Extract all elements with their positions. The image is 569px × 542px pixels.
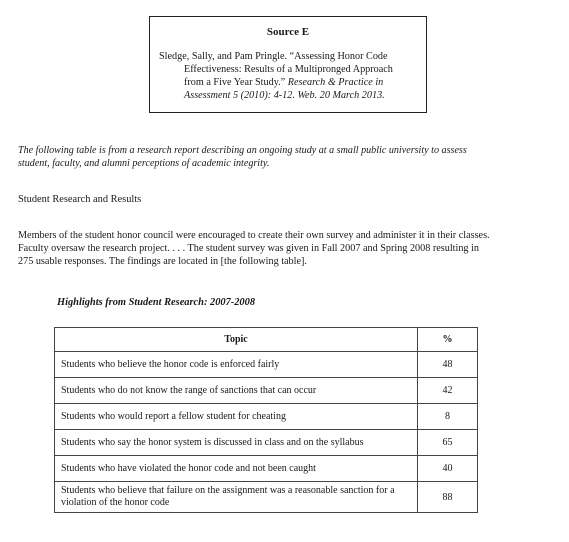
source-citation-box [149, 16, 427, 113]
percent-column-header: % [417, 328, 477, 352]
percent-cell: 65 [417, 430, 477, 456]
percent-cell: 42 [417, 378, 477, 404]
journal-title: Research & Practice in [287, 77, 384, 88]
topic-cell: Students who have violated the honor code and not been caught [55, 456, 418, 482]
table-row [55, 456, 478, 482]
table-row [55, 482, 478, 513]
citation-line: Sledge, Sally, and Pam Pringle. “Assessing Honor Code [159, 51, 388, 62]
intro-text [18, 144, 467, 170]
table-header-row [55, 328, 478, 352]
citation-line [159, 76, 425, 89]
table-caption: Highlights from Student Research: 2007-2008 [57, 297, 256, 308]
percent-cell: 40 [417, 456, 477, 482]
paragraph-line: Members of the student honor council were encouraged to create their own survey and administer it in their classes. [18, 230, 490, 241]
paragraph-line: 275 usable responses. The findings are located in [the following table]. [18, 256, 307, 267]
topic-cell: Students who believe that failure on the assignment was a reasonable sanction for a violation of the honor code [55, 482, 418, 513]
topic-cell: Students who say the honor system is discussed in class and on the syllabus [55, 430, 418, 456]
results-table [54, 327, 478, 513]
percent-cell: 48 [417, 352, 477, 378]
percent-cell: 88 [417, 482, 477, 513]
citation-text [159, 50, 425, 102]
table-row [55, 378, 478, 404]
table-row [55, 430, 478, 456]
citation-line [159, 89, 425, 102]
intro-line: The following table is from a research report describing an ongoing study at a small public university to assess [18, 145, 467, 156]
topic-cell: Students who believe the honor code is enforced fairly [55, 352, 418, 378]
citation-line-text: from a Five Year Study.” [184, 77, 288, 88]
intro-line: student, faculty, and alumni perceptions of academic integrity. [18, 158, 270, 169]
body-paragraph [18, 229, 490, 268]
topic-cell: Students who do not know the range of sanctions that can occur [55, 378, 418, 404]
topic-cell: Students who would report a fellow student for cheating [55, 404, 418, 430]
table-row [55, 404, 478, 430]
table-row [55, 352, 478, 378]
topic-column-header: Topic [55, 328, 418, 352]
citation-line-italic: Assessment 5 (2010): 4-12. Web. 20 March 2013. [184, 90, 385, 101]
paragraph-line: Faculty oversaw the research project. . . . The student survey was given in Fall 2007 and Spring 2008 resulting in [18, 243, 479, 254]
section-heading: Student Research and Results [18, 194, 142, 205]
source-title: Source E [266, 26, 310, 38]
citation-line: Effectiveness: Results of a Multipronged Approach [184, 64, 393, 75]
percent-cell: 8 [417, 404, 477, 430]
